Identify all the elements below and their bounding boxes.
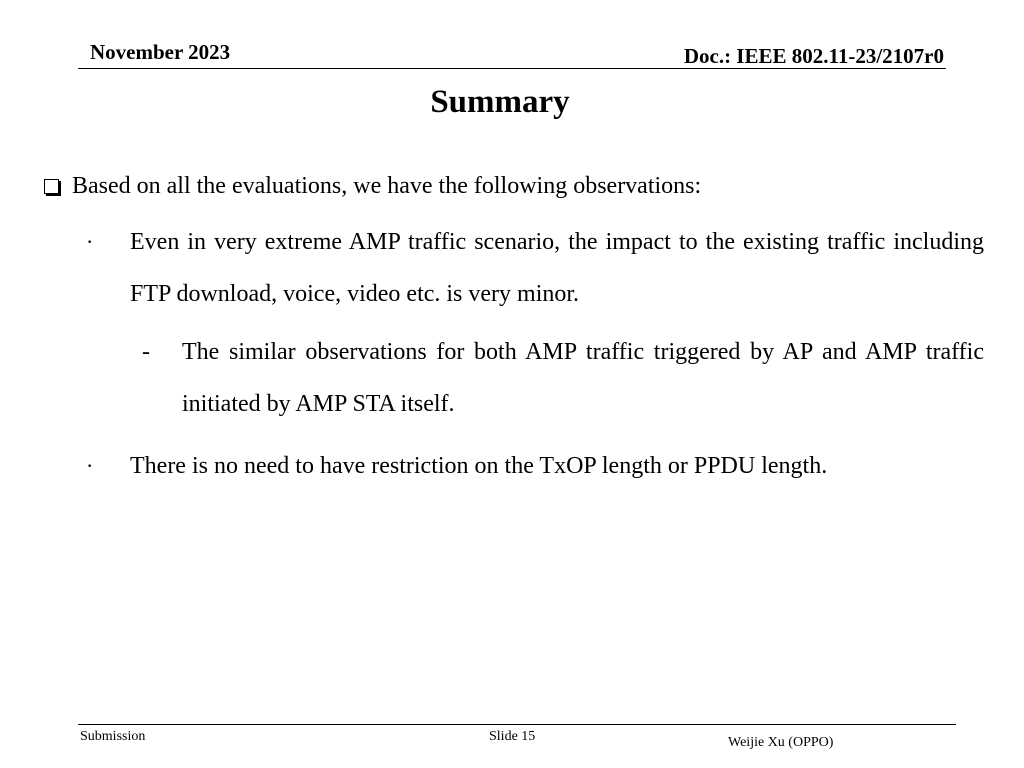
footer-divider — [78, 724, 956, 725]
footer-author: Weijie Xu (OPPO) — [728, 735, 834, 750]
bullet-item — [86, 440, 984, 492]
bullet-item — [86, 216, 984, 320]
slide-title: Summary — [430, 84, 570, 120]
bullet-text: Even in very extreme AMP traffic scenario, the impact to the existing traffic including FTP download, voice, video etc. is very minor. — [130, 229, 984, 307]
intro-item — [44, 166, 984, 206]
header-divider — [78, 68, 946, 69]
dot-bullet-icon: · — [86, 229, 94, 254]
dot-bullet-icon: · — [86, 453, 94, 478]
checkbox-square-icon — [44, 166, 72, 206]
header-date: November 2023 — [90, 40, 231, 64]
header-doc-id: Doc.: IEEE 802.11-23/2107r0 — [683, 44, 944, 68]
dash-bullet-icon: - — [142, 339, 150, 365]
footer-slide-number: Slide 15 — [489, 729, 536, 744]
sub-bullet-item — [142, 326, 984, 430]
sub-bullet-text: The similar observations for both AMP traffic triggered by AP and AMP traffic initiated by AMP STA itself. — [182, 339, 984, 417]
intro-text: Based on all the evaluations, we have the following observations: — [72, 173, 702, 199]
bullet-text: There is no need to have restriction on the TxOP length or PPDU length. — [130, 453, 828, 479]
footer-submission: Submission — [80, 729, 146, 744]
slide-body — [44, 166, 984, 492]
